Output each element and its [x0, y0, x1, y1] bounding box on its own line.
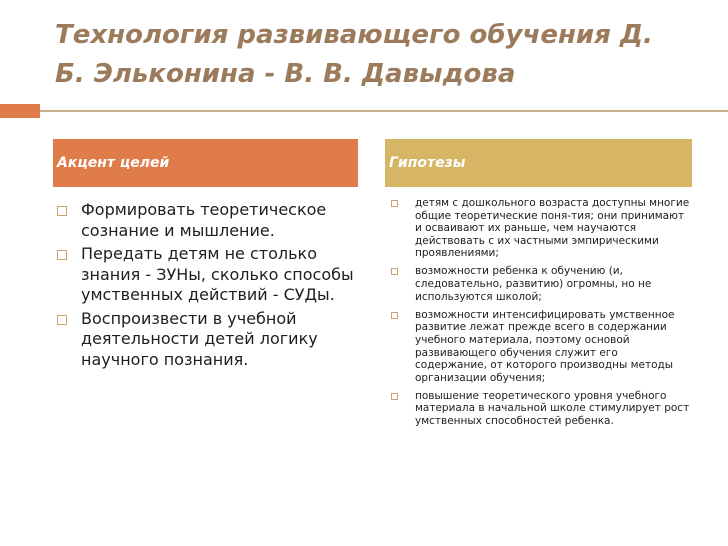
list-item-text: Формировать теоретическое сознание и мышление.: [81, 200, 327, 240]
goals-column-header: [53, 139, 358, 187]
goals-column-header-label: Акцент целей: [57, 155, 170, 171]
list-item: [57, 309, 357, 371]
hypotheses-list: [391, 197, 691, 433]
list-item: [391, 265, 691, 303]
square-bullet-icon: [391, 200, 398, 207]
hypotheses-column-header: [385, 139, 692, 187]
list-item: [391, 309, 691, 385]
list-item-text: возможности ребенка к обучению (и, следовательно, развитию) огромны, но не используются школой;: [415, 265, 652, 303]
list-item-text: Воспроизвести в учебной деятельности детей логику научного познания.: [81, 308, 318, 369]
accent-square: [0, 104, 40, 118]
list-item-text: детям с дошкольного возраста доступны многие общие теоретические поня-тия; они принимают и осваивают их раньше, чем научаются действовать с их частными эмпирическими проявлениями;: [415, 197, 690, 260]
goals-list: [57, 200, 357, 373]
square-bullet-icon: [57, 315, 67, 325]
slide-title-line-1: Технология развивающего обучения Д.: [55, 20, 653, 50]
square-bullet-icon: [391, 268, 398, 275]
square-bullet-icon: [391, 312, 398, 319]
slide-title-line-2: Б. Эльконина - В. В. Давыдова: [55, 59, 516, 89]
square-bullet-icon: [391, 393, 398, 400]
slide-title: [55, 16, 715, 94]
hypotheses-column-header-label: Гипотезы: [389, 155, 466, 171]
list-item-text: Передать детям не столько знания - ЗУНы, сколько способы умственных действий - СУДы.: [81, 244, 354, 304]
accent-divider-line: [40, 110, 728, 112]
list-item-text: возможности интенсифицировать умственное развитие лежат прежде всего в содержании учебного материала, поэтому основой развивающего обучения служит его содержание, от которого производны методы организации обучения;: [415, 308, 675, 384]
list-item: [57, 200, 357, 241]
list-item: [391, 197, 691, 260]
square-bullet-icon: [57, 250, 67, 260]
list-item-text: повышение теоретического уровня учебного материала в начальной школе стимулирует рост умственных способностей ребенка.: [415, 389, 690, 427]
list-item: [57, 244, 357, 306]
list-item: [391, 390, 691, 428]
square-bullet-icon: [57, 206, 67, 216]
